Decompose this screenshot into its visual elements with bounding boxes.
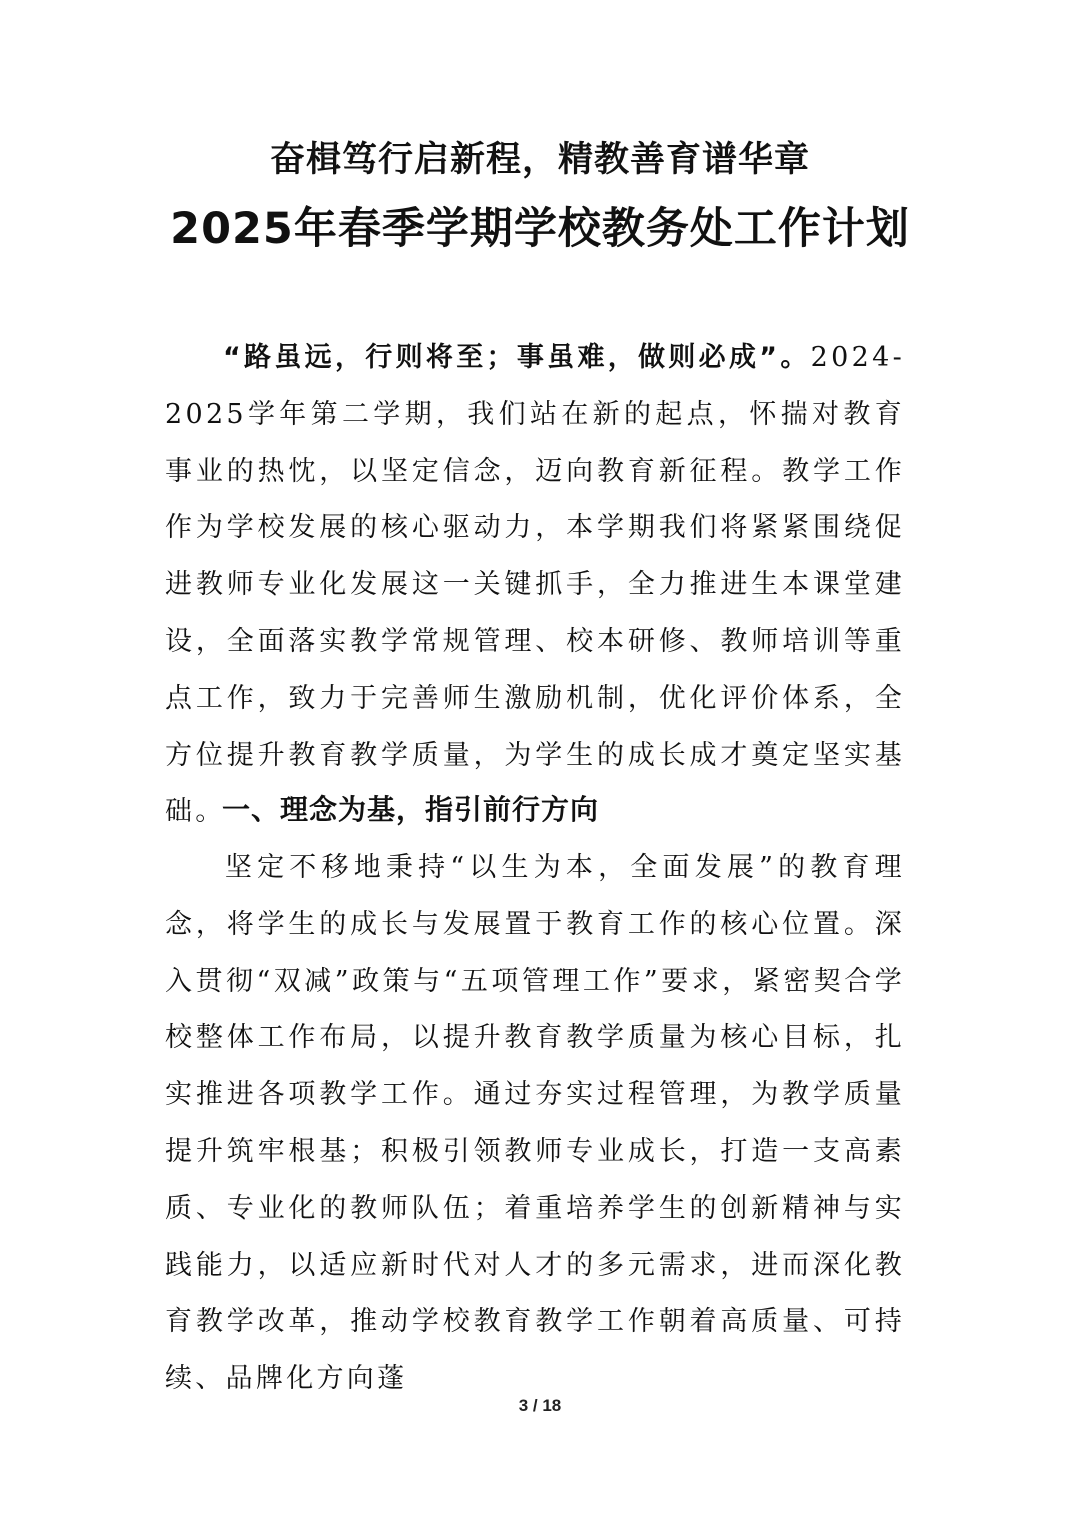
- intro-quote: “路虽远，行则将至；事虽难，做则必成”。: [223, 342, 811, 373]
- section-text: 坚定不移地秉持“以生为本，全面发展”的教育理念，将学生的成长与发展置于教育工作的核心位置。深入贯彻“双减”政策与“五项管理工作”要求，紧密契合学校整体工作布局，以提升教育教学质量为核心目标，扎实推进各项教学工作。通过夯实过程管理，为教学质量提升筑牢根基；积极引领教师专业成长，打造一支高素质、专业化的教师队伍；着重培养学生的创新精神与实践能力，以适应新时代对人才的多元需求，进而深化教育教学改革，推动学校教育教学工作朝着高质量、可持续、品牌化方向蓬: [165, 852, 905, 1395]
- page-number: 3 / 18: [518, 1396, 562, 1415]
- intro-text: 2024-2025学年第二学期，我们站在新的起点，怀揣对教育事业的热忱，以坚定信念，迈向教育新征程。教学工作作为学校发展的核心驱动力，本学期我们将紧紧围绕促进教师专业化发展这一关键抓手，全力推进生本课堂建设，全面落实教学常规管理、校本研修、教师培训等重点工作，致力于完善师生激励机制，优化评价体系，全方位提升教育教学质量，为学生的成长成才奠定坚实基础。: [165, 342, 905, 828]
- section-heading: 一、理念为基，指引前行方向: [222, 793, 600, 826]
- document-title: 2025年春季学期学校教务处工作计划: [170, 204, 910, 254]
- intro-paragraph: [165, 330, 905, 841]
- document-subtitle: 奋楫笃行启新程，精教善育谱华章: [269, 140, 810, 180]
- section-paragraph: [165, 840, 905, 1408]
